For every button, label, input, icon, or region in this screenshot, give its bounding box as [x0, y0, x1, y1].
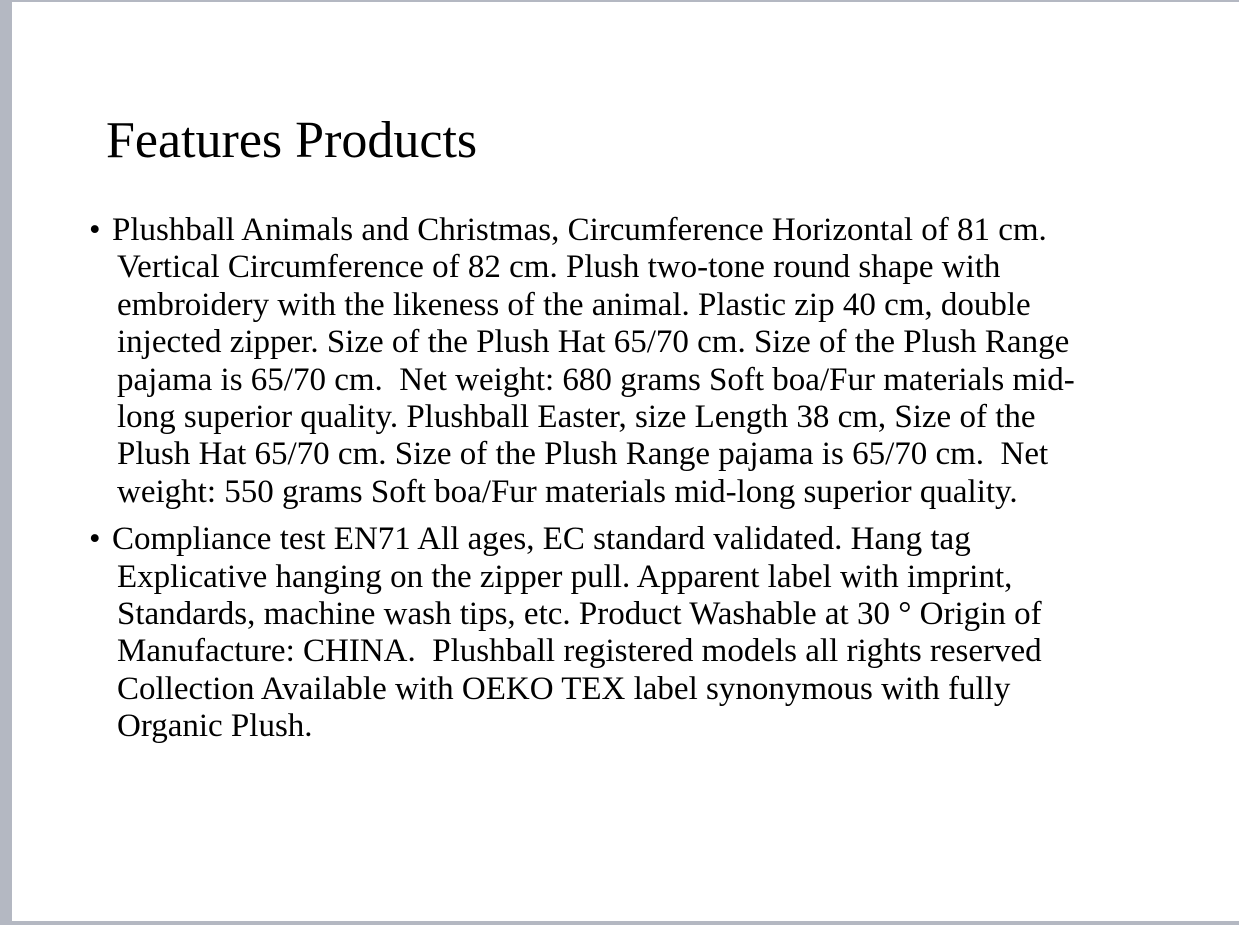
- text-line: Explicative hanging on the zipper pull. Apparent label with imprint,: [117, 558, 1013, 595]
- text-line: pajama is 65/70 cm. Net weight: 680 grams Soft boa/Fur materials mid-: [117, 361, 1075, 398]
- text-line: Plush Hat 65/70 cm. Size of the Plush Range pajama is 65/70 cm. Net: [117, 436, 1049, 473]
- bullet-text: [112, 212, 1169, 511]
- bullet-text: [112, 521, 1169, 745]
- text-line: Organic Plush.: [117, 708, 313, 745]
- text-line: long superior quality. Plushball Easter, size Length 38 cm, Size of the: [117, 399, 1036, 436]
- text-line: injected zipper. Size of the Plush Hat 65/70 cm. Size of the Plush Range: [117, 324, 1070, 361]
- text-line: Vertical Circumference of 82 cm. Plush two-tone round shape with: [117, 249, 1001, 286]
- text-line: Collection Available with OEKO TEX label synonymous with fully: [117, 670, 1011, 707]
- bullet-item: [89, 521, 1169, 745]
- text-line: Standards, machine wash tips, etc. Product Washable at 30 ° Origin of: [117, 596, 1042, 633]
- bullet-icon: •: [89, 212, 101, 248]
- text-line: Manufacture: CHINA. Plushball registered models all rights reserved: [117, 633, 1042, 670]
- slide-title: Features Products: [106, 112, 478, 169]
- slide-page: [12, 2, 1239, 921]
- bullet-list: [89, 212, 1169, 756]
- bullet-icon: •: [89, 521, 101, 558]
- text-line: Plushball Animals and Christmas, Circumference Horizontal of 81 cm.: [112, 212, 1047, 248]
- text-line: embroidery with the likeness of the animal. Plastic zip 40 cm, double: [117, 286, 1031, 323]
- bullet-item: [89, 212, 1169, 511]
- text-line: weight: 550 grams Soft boa/Fur materials mid-long superior quality.: [117, 473, 1018, 510]
- text-line: Compliance test EN71 All ages, EC standard validated. Hang tag: [112, 521, 971, 558]
